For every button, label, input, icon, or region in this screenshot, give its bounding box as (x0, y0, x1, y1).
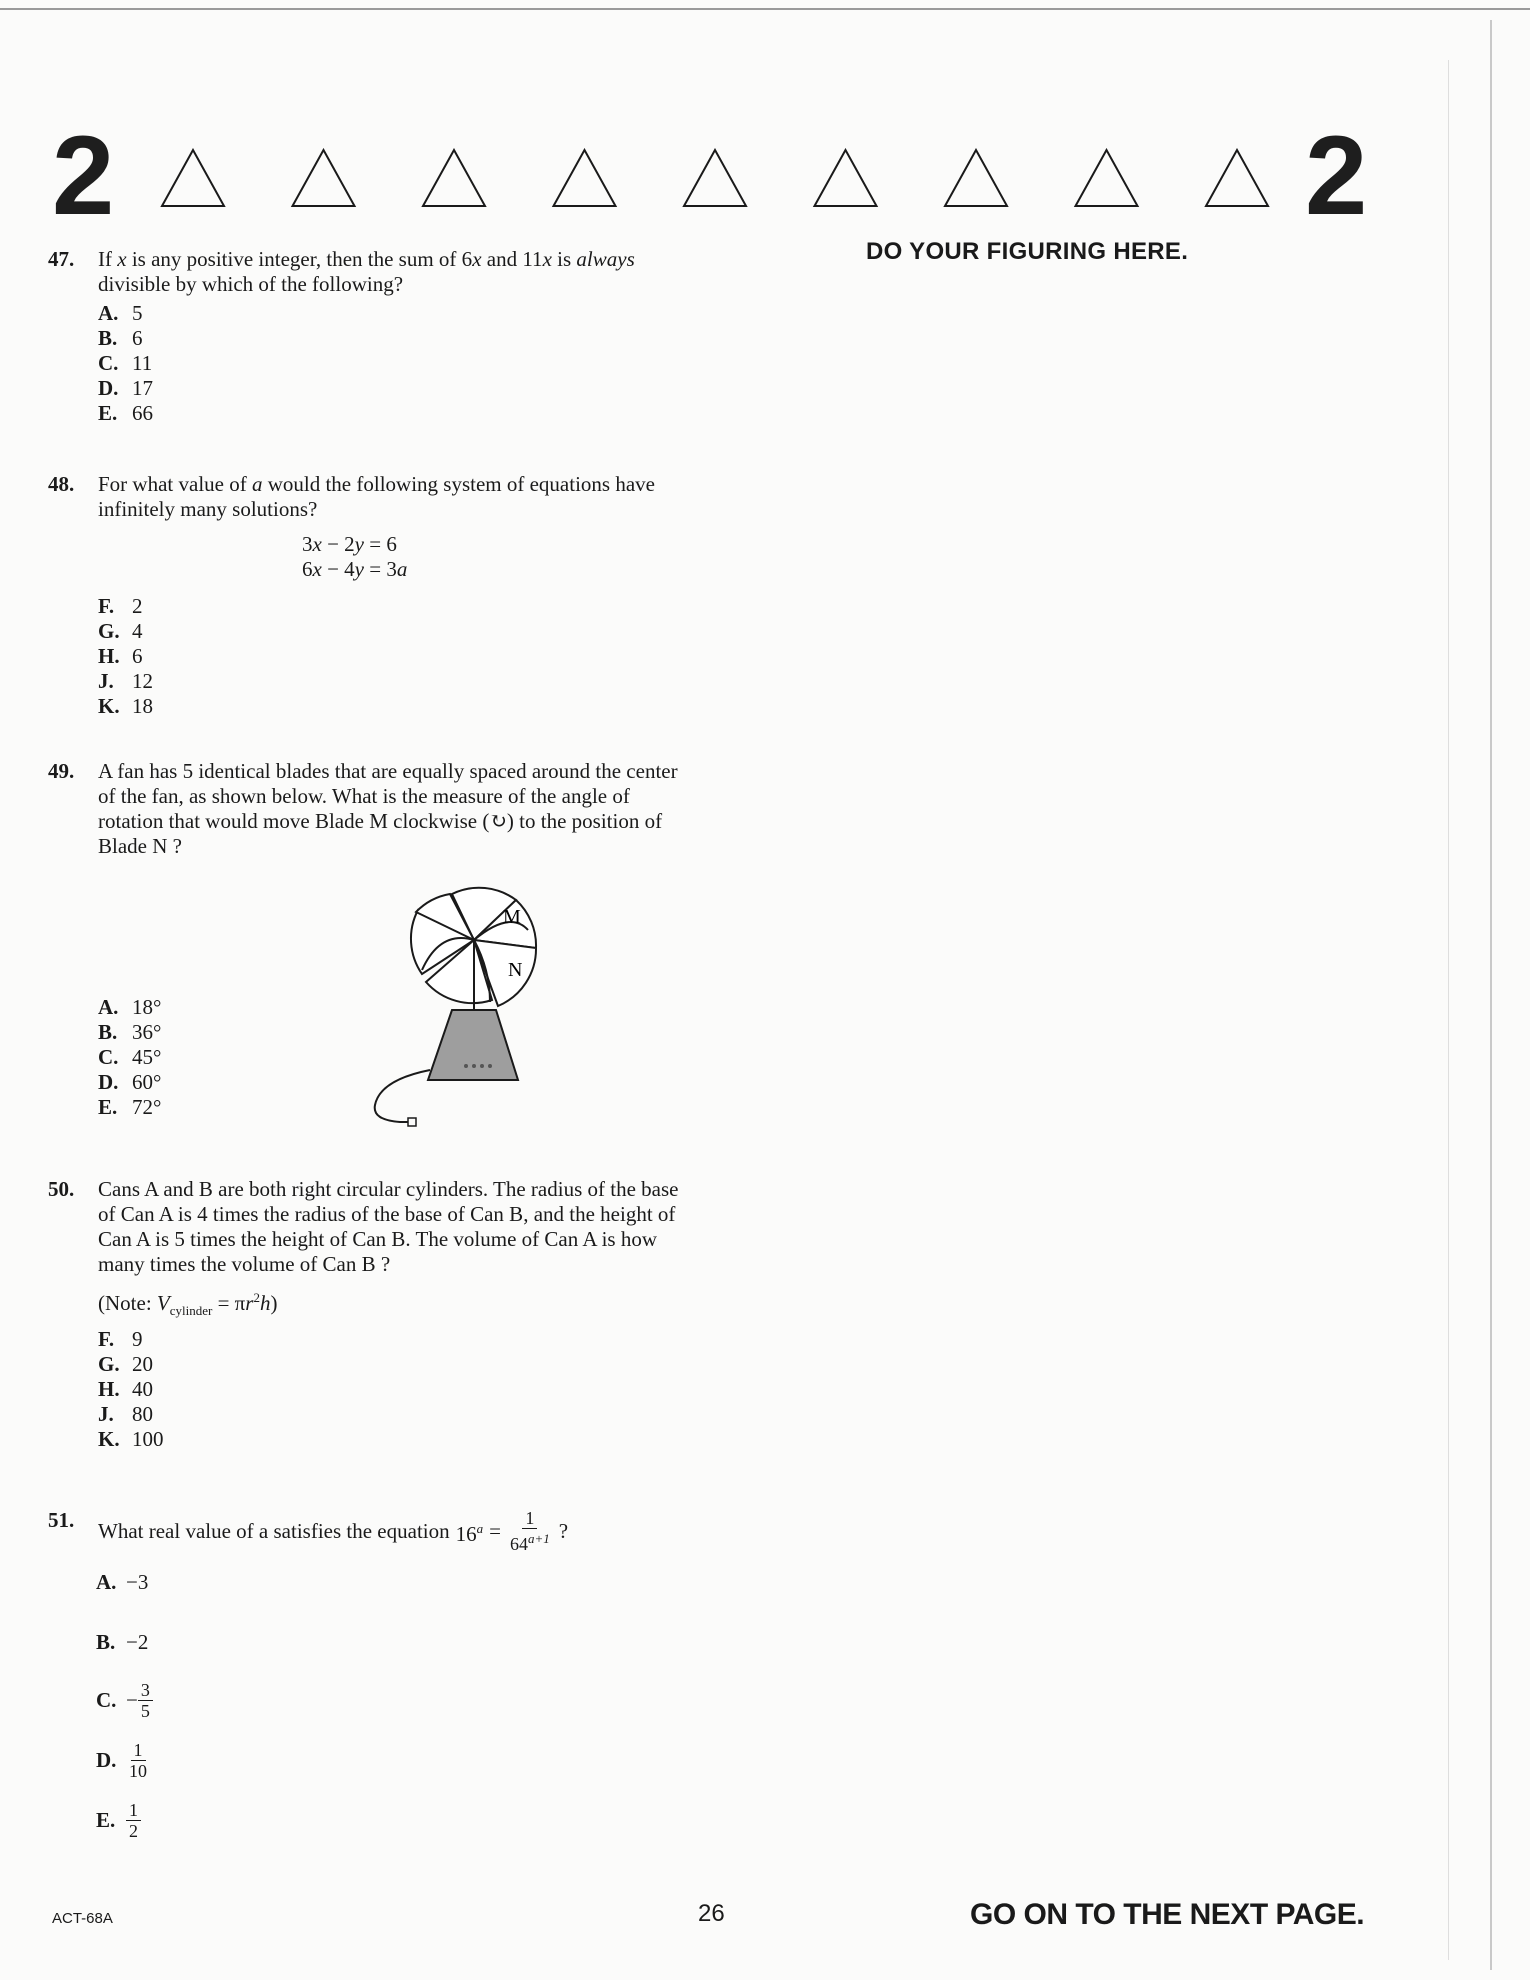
choice-value: 5 (132, 301, 143, 325)
eq-exp: a (476, 1520, 484, 1536)
choice-e[interactable] (96, 1800, 141, 1841)
choice-f[interactable] (98, 1327, 688, 1352)
equation-1: 3x − 2y = 6 (302, 532, 397, 556)
question-number: 49. (48, 759, 75, 783)
choice-value: 66 (132, 401, 153, 425)
choice-letter: J. (98, 1402, 114, 1427)
choice-letter: A. (98, 995, 119, 1019)
choice-value: 9 (132, 1327, 143, 1352)
choice-letter: F. (98, 1327, 115, 1352)
choice-letter: E. (98, 401, 118, 425)
choice-letter: A. (96, 1570, 117, 1594)
triangle-2 (293, 150, 355, 206)
choice-h[interactable] (98, 644, 688, 669)
triangle-7 (945, 150, 1007, 206)
choice-letter: E. (98, 1095, 118, 1119)
answer-choices (98, 594, 688, 719)
choice-letter: E. (96, 1808, 116, 1832)
choice-value: 60° (132, 1070, 162, 1094)
stem-text: What real value of a satisfies the equation (98, 1518, 450, 1543)
question-47 (48, 247, 688, 426)
triangle-9 (1206, 150, 1268, 206)
choice-value: 40 (132, 1377, 153, 1402)
triangle-8 (1076, 150, 1138, 206)
choice-fraction (138, 1680, 153, 1721)
question-number: 47. (48, 247, 75, 271)
choice-d[interactable] (96, 1740, 150, 1781)
choice-value: 100 (132, 1427, 164, 1452)
choice-g[interactable] (98, 619, 688, 644)
question-stem: Cans A and B are both right circular cylinders. The radius of the base of Can A is 4 times the radius of the base of Can B, and the height of Can A is 5 times the height of Can B. The volume of Can A is how many times the volume of Can B ? (98, 1177, 679, 1276)
section-number-right: 2 (1305, 113, 1368, 238)
eq-base: 16 (455, 1521, 477, 1546)
choice-value: −3 (126, 1570, 149, 1594)
question-stem: If x is any positive integer, then the sum of 6x and 11x is always divisible by which of the following? (98, 247, 635, 296)
denominator: 2 (129, 1821, 138, 1841)
question-stem (98, 1508, 688, 1554)
choice-letter: J. (98, 669, 114, 693)
question-51 (48, 1508, 688, 1554)
choice-value: 4 (132, 619, 143, 643)
choice-j[interactable] (98, 1402, 688, 1427)
figuring-area-label: DO YOUR FIGURING HERE. (866, 238, 1189, 265)
choice-c[interactable] (96, 1680, 153, 1721)
choice-g[interactable] (98, 1352, 688, 1377)
choice-c[interactable] (98, 351, 688, 376)
choice-value: 45° (132, 1045, 162, 1069)
choice-fraction (126, 1800, 141, 1841)
choice-value: 80 (132, 1402, 153, 1427)
choice-value: 18 (132, 694, 153, 718)
choice-value: 6 (132, 644, 143, 668)
equation-2: 6x − 4y = 3a (302, 557, 408, 581)
choice-value: 2 (132, 594, 143, 618)
choice-letter: C. (98, 1045, 119, 1069)
eq-den-base: 64 (509, 1534, 528, 1554)
binding-edge (1490, 20, 1492, 1970)
choice-f[interactable] (98, 594, 688, 619)
choice-letter: B. (96, 1630, 116, 1654)
question-stem: A fan has 5 identical blades that are equally spaced around the center of the fan, as shown below. What is the measure of the angle of rotation that would move Blade M clockwise (↻) to the position of Blade N ? (98, 759, 678, 858)
choice-j[interactable] (98, 669, 688, 694)
choice-value: 6 (132, 326, 143, 350)
choice-value: 11 (132, 351, 153, 375)
equation-rhs (507, 1508, 553, 1554)
choice-value: 20 (132, 1352, 153, 1377)
choice-value: −2 (126, 1630, 149, 1654)
denominator: 5 (140, 1701, 150, 1721)
eq-den-exp: a+1 (527, 1531, 550, 1546)
question-49 (48, 759, 688, 1120)
choice-value: 17 (132, 376, 153, 400)
choice-a[interactable] (96, 1570, 148, 1595)
page-number: 26 (698, 1900, 725, 1927)
triangle-6 (815, 150, 877, 206)
answer-choices (98, 301, 688, 426)
triangle-4 (554, 150, 616, 206)
choice-h[interactable] (98, 1377, 688, 1402)
fan-figure (370, 870, 570, 1130)
blade-label-m: M (503, 906, 521, 928)
choice-e[interactable] (98, 401, 688, 426)
formula-note: (Note: $V_{cylinder} = \pi r^2h$) (98, 1290, 278, 1319)
choice-letter: G. (98, 619, 120, 643)
choice-value: 72° (132, 1095, 162, 1119)
choice-value: 36° (132, 1020, 162, 1044)
choice-value: 12 (132, 669, 153, 693)
choice-letter: K. (98, 694, 120, 718)
binding-edge-inner (1448, 60, 1449, 1960)
question-number: 51. (48, 1508, 75, 1532)
top-rule (0, 8, 1530, 10)
numerator: 3 (138, 1680, 153, 1701)
blade-label-n: N (508, 959, 523, 981)
choice-b[interactable] (98, 326, 688, 351)
question-48 (48, 472, 688, 719)
triangle-1 (162, 150, 224, 206)
section-number-left: 2 (52, 113, 115, 238)
choice-letter: C. (98, 351, 119, 375)
choice-letter: C. (96, 1688, 117, 1712)
equals-sign: = (489, 1518, 501, 1543)
triangle-5 (684, 150, 746, 206)
eq-numerator: 1 (522, 1508, 537, 1529)
question-number: 50. (48, 1177, 75, 1201)
choice-b[interactable] (96, 1630, 148, 1655)
choice-d[interactable] (98, 376, 688, 401)
choice-letter: D. (98, 376, 119, 400)
triangle-row (160, 148, 1300, 210)
choice-letter: B. (98, 1020, 118, 1044)
choice-fraction (126, 1740, 150, 1781)
choice-letter: D. (98, 1070, 119, 1094)
choice-k[interactable] (98, 1427, 688, 1452)
choice-letter: K. (98, 1427, 120, 1452)
triangle-3 (423, 150, 485, 206)
answer-choices (98, 1327, 688, 1452)
eq-denominator (507, 1529, 553, 1554)
choice-letter: A. (98, 301, 119, 325)
choice-k[interactable] (98, 694, 688, 719)
choice-letter: F. (98, 594, 115, 618)
question-stem: For what value of a would the following system of equations have infinitely many solutions? (98, 472, 655, 521)
numerator: 1 (126, 1800, 141, 1821)
next-page-notice: GO ON TO THE NEXT PAGE. (970, 1898, 1365, 1931)
denominator: 10 (129, 1761, 147, 1781)
choice-a[interactable] (98, 301, 688, 326)
question-mark: ? (558, 1518, 569, 1543)
question-number: 48. (48, 472, 75, 496)
choice-letter: H. (98, 644, 120, 668)
choice-value: 18° (132, 995, 162, 1019)
form-code: ACT-68A (52, 1910, 113, 1927)
choice-letter: G. (98, 1352, 120, 1377)
numerator: 1 (131, 1740, 146, 1761)
choice-letter: H. (98, 1377, 120, 1402)
choice-letter: D. (96, 1748, 117, 1772)
equation-system (302, 532, 688, 582)
equation-lhs (456, 1516, 484, 1547)
choice-letter: B. (98, 326, 118, 350)
choice-sign: − (126, 1688, 138, 1712)
question-50 (48, 1177, 688, 1452)
